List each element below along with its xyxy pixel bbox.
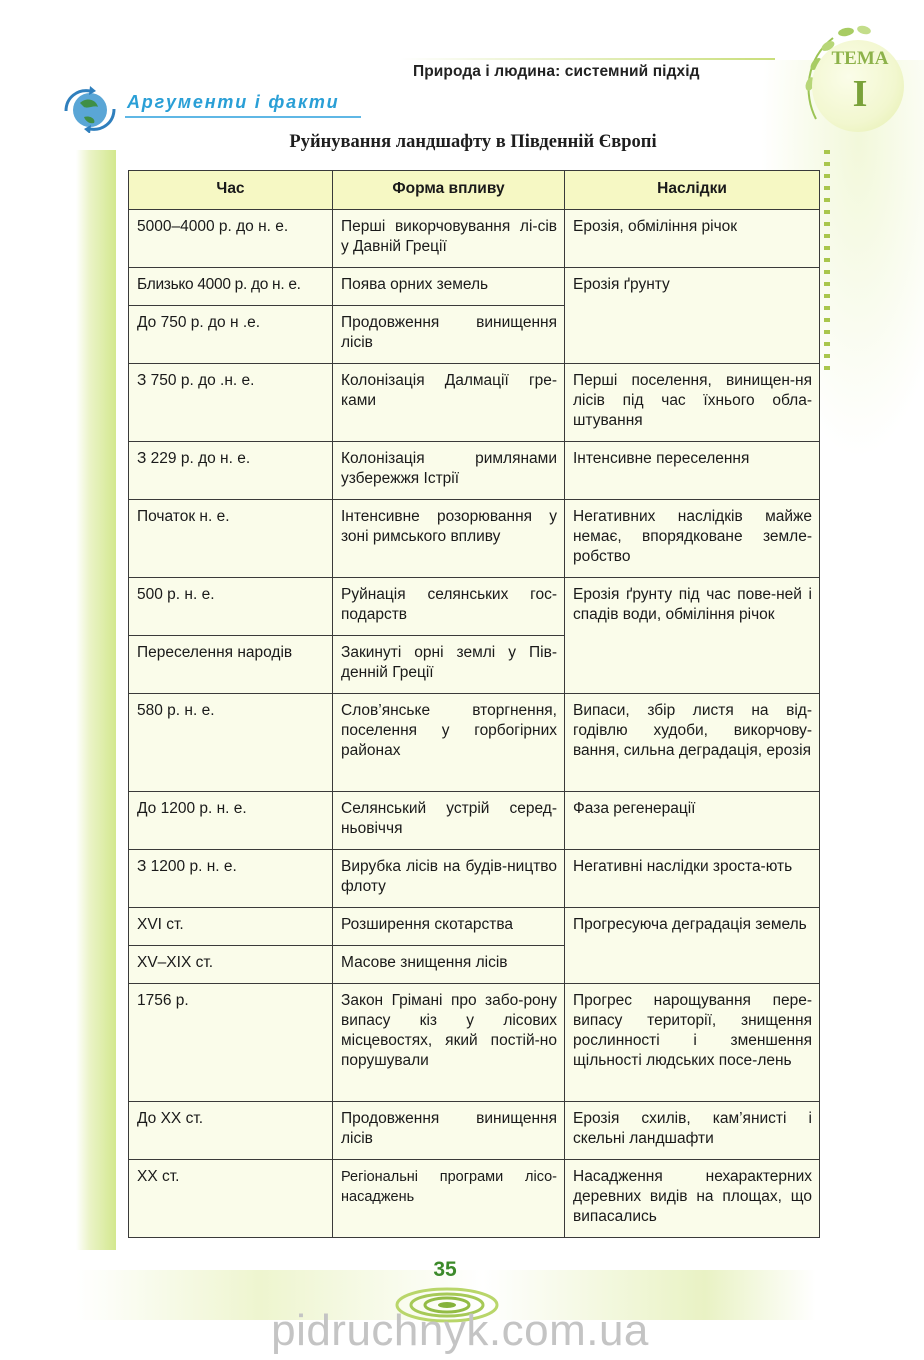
decorative-dotted-line (824, 150, 830, 370)
cell-time: З 1200 р. н. е. (129, 850, 333, 908)
left-decorative-stripe (76, 150, 116, 1250)
globe-recycle-icon (60, 85, 118, 133)
cell-time: Близько 4000 р. до н. е. (129, 268, 333, 306)
cell-impact: Продовження винищення лісів (333, 306, 565, 364)
watermark: pidruchnyk.com.ua (271, 1306, 649, 1355)
cell-impact: Слов’янське вторгнення, поселення у горбогірних районах (333, 694, 565, 792)
cell-consequence: Інтенсивне переселення (565, 442, 820, 500)
table-row (129, 268, 820, 306)
cell-impact: Руйнація селянських гос-подарств (333, 578, 565, 636)
cell-impact: Колонізація римлянами узбережжя Істрії (333, 442, 565, 500)
table-row (129, 210, 820, 268)
cell-time: XV–XIX ст. (129, 946, 333, 984)
cell-impact: Закон Грімані про забо-рону випасу кіз у лісових місцевостях, який постій-но порушували (333, 984, 565, 1102)
column-header-time: Час (129, 171, 333, 210)
cell-time: До 1200 р. н. е. (129, 792, 333, 850)
table-row (129, 792, 820, 850)
cell-consequence: Ерозія схилів, кам’янисті і скельні ландшафти (565, 1102, 820, 1160)
cell-time: Переселення народів (129, 636, 333, 694)
cell-time: XX ст. (129, 1160, 333, 1238)
table-row (129, 442, 820, 500)
table-row (129, 984, 820, 1102)
landscape-destruction-table (128, 170, 820, 1238)
cell-impact: Регіональні програми лісо-насаджень (333, 1160, 565, 1238)
cell-impact: Інтенсивне розорювання у зоні римського впливу (333, 500, 565, 578)
column-header-consequence: Наслідки (565, 171, 820, 210)
cell-time: З 750 р. до .н. е. (129, 364, 333, 442)
cell-consequence: Негативних наслідків майже немає, впорядковане земле-робство (565, 500, 820, 578)
running-title: Природа і людина: системний підхід (413, 63, 700, 80)
section-underline (125, 116, 361, 118)
cell-time: До XX ст. (129, 1102, 333, 1160)
cell-impact: Закинуті орні землі у Пів-денній Греції (333, 636, 565, 694)
table-row (129, 1160, 820, 1238)
cell-time: 1756 р. (129, 984, 333, 1102)
page-number: 35 (433, 1258, 457, 1281)
cell-consequence: Випаси, збір листя на від-годівлю худоби, викорчову-вання, сильна деградація, ерозія (565, 694, 820, 792)
cell-impact: Розширення скотарства (333, 908, 565, 946)
cell-consequence: Перші поселення, винищен-ня лісів під час їхнього обла-штування (565, 364, 820, 442)
column-header-impact: Форма впливу (333, 171, 565, 210)
table-row (129, 578, 820, 636)
cell-impact: Поява орних земель (333, 268, 565, 306)
table-row (129, 500, 820, 578)
cell-consequence: Фаза регенерації (565, 792, 820, 850)
cell-impact: Селянський устрій серед-ньовіччя (333, 792, 565, 850)
cell-consequence: Ерозія ґрунту (565, 268, 820, 364)
tema-number: I (852, 73, 868, 115)
cell-consequence: Ерозія ґрунту під час пове-ней і спадів води, обміління річок (565, 578, 820, 694)
cell-impact: Вирубка лісів на будів-ництво флоту (333, 850, 565, 908)
table-row (129, 694, 820, 792)
cell-consequence: Прогрес нарощування пере-випасу території, знищення рослинності і зменшення щільності людських посе-лень (565, 984, 820, 1102)
cell-consequence: Прогресуюча деградація земель (565, 908, 820, 984)
cell-consequence: Ерозія, обміління річок (565, 210, 820, 268)
cell-time: До 750 р. до н .е. (129, 306, 333, 364)
cell-impact: Перші викорчовування лі-сів у Давній Греції (333, 210, 565, 268)
table-title: Руйнування ландшафту в Південній Європі (289, 132, 657, 152)
section-title: Аргументи і факти (127, 92, 340, 112)
table-row (129, 1102, 820, 1160)
cell-time: Початок н. е. (129, 500, 333, 578)
cell-time: 5000–4000 р. до н. е. (129, 210, 333, 268)
header-rule (400, 58, 775, 60)
table-row (129, 908, 820, 946)
tema-label: ТЕМА (831, 48, 889, 69)
cell-time: 500 р. н. е. (129, 578, 333, 636)
table-row (129, 364, 820, 442)
cell-impact: Масове знищення лісів (333, 946, 565, 984)
cell-consequence: Насадження нехарактерних деревних видів на площах, що випасались (565, 1160, 820, 1238)
cell-consequence: Негативні наслідки зроста-ють (565, 850, 820, 908)
table-header-row (129, 171, 820, 210)
table-row (129, 850, 820, 908)
cell-time: З 229 р. до н. е. (129, 442, 333, 500)
tema-badge (798, 24, 908, 134)
cell-impact: Колонізація Далмації гре-ками (333, 364, 565, 442)
cell-time: XVI ст. (129, 908, 333, 946)
cell-impact: Продовження винищення лісів (333, 1102, 565, 1160)
cell-time: 580 р. н. е. (129, 694, 333, 792)
